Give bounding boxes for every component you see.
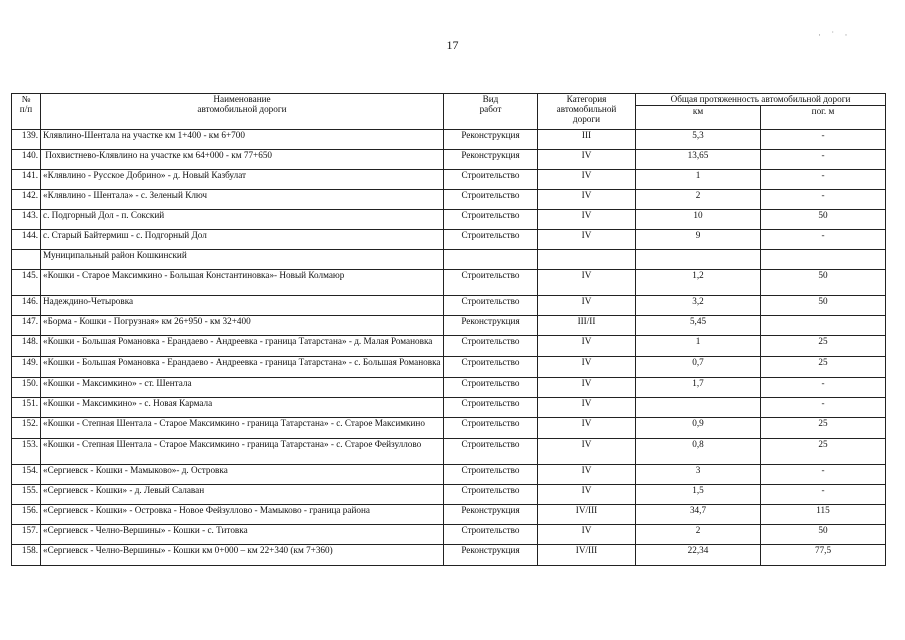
row-number: 147.: [12, 316, 41, 336]
road-name: «Сергиевск - Кошки» - Островка - Новое Фейзуллово - Мамыково - граница района: [41, 505, 444, 525]
length-m: [761, 250, 886, 270]
length-km: 1,7: [636, 378, 761, 398]
work-type: Строительство: [444, 485, 538, 505]
work-type: Реконструкция: [444, 505, 538, 525]
road-category: IV: [538, 150, 636, 170]
length-m: -: [761, 465, 886, 485]
row-number: 144.: [12, 230, 41, 250]
length-km: 34,7: [636, 505, 761, 525]
road-name: с. Старый Байтермиш - с. Подгорный Дол: [41, 230, 444, 250]
row-number: 154.: [12, 465, 41, 485]
road-category: IV: [538, 210, 636, 230]
table-row: [12, 357, 886, 378]
page-number: 17: [446, 38, 459, 52]
table-row: [12, 150, 886, 170]
length-km: 1: [636, 170, 761, 190]
road-name: «Борма - Кошки - Погрузная» км 26+950 - км 32+400: [41, 316, 444, 336]
length-m: [761, 316, 886, 336]
row-number: 140.: [12, 150, 41, 170]
road-name: «Сергиевск - Челно-Вершины» - Кошки км 0+000 – км 22+340 (км 7+360): [41, 545, 444, 566]
header-length: Общая протяженность автомобильной дороги: [636, 94, 886, 106]
row-number: 149.: [12, 357, 41, 378]
table-row: [12, 378, 886, 398]
length-km: [636, 398, 761, 418]
row-number: 142.: [12, 190, 41, 210]
header-km: км: [636, 106, 761, 130]
length-m: 25: [761, 336, 886, 357]
road-category: IV: [538, 270, 636, 296]
length-km: 13,65: [636, 150, 761, 170]
row-number: 139.: [12, 130, 41, 150]
header-num: № п/п: [12, 94, 41, 130]
work-type: Реконструкция: [444, 130, 538, 150]
work-type: Реконструкция: [444, 545, 538, 566]
table-row: [12, 485, 886, 505]
length-km: [636, 250, 761, 270]
table-row: [12, 398, 886, 418]
scan-specks: · ˙ ·: [818, 30, 852, 40]
length-m: -: [761, 485, 886, 505]
table-row: [12, 505, 886, 525]
road-category: IV: [538, 357, 636, 378]
length-m: 50: [761, 270, 886, 296]
road-name: «Кошки - Большая Романовка - Ерандаево - Андреевка - граница Татарстана» - с. Большая Романовка: [41, 357, 444, 378]
length-m: 50: [761, 210, 886, 230]
length-km: 0,9: [636, 418, 761, 439]
road-name: «Кошки - Степная Шентала - Старое Максимкино - граница Татарстана» - с. Старое Фейзуллово: [41, 439, 444, 465]
length-km: 1,5: [636, 485, 761, 505]
road-name: Клявлино-Шентала на участке км 1+400 - км 6+700: [41, 130, 444, 150]
table-row: [12, 336, 886, 357]
row-number: 151.: [12, 398, 41, 418]
row-number: 156.: [12, 505, 41, 525]
road-name: Надеждино-Четыровка: [41, 296, 444, 316]
length-km: 2: [636, 525, 761, 545]
work-type: Реконструкция: [444, 316, 538, 336]
work-type: Строительство: [444, 230, 538, 250]
work-type: Строительство: [444, 525, 538, 545]
row-number: 141.: [12, 170, 41, 190]
road-category: IV: [538, 398, 636, 418]
row-number: 158.: [12, 545, 41, 566]
header-category: Категория автомобильной дороги: [538, 94, 636, 130]
length-m: -: [761, 150, 886, 170]
road-name: «Сергиевск - Челно-Вершины» - Кошки - с. Титовка: [41, 525, 444, 545]
section-row: [12, 250, 886, 270]
length-km: 9: [636, 230, 761, 250]
table-row: [12, 439, 886, 465]
row-number: 143.: [12, 210, 41, 230]
row-number: 145.: [12, 270, 41, 296]
road-category: IV: [538, 230, 636, 250]
table-header-row: [12, 94, 886, 106]
roads-table: [11, 93, 886, 566]
table-row: [12, 316, 886, 336]
length-m: -: [761, 170, 886, 190]
table-row: [12, 418, 886, 439]
road-category: IV/III: [538, 505, 636, 525]
row-number: [12, 250, 41, 270]
road-name: «Кошки - Старое Максимкино - Большая Константиновка»- Новый Колмаюр: [41, 270, 444, 296]
length-m: 25: [761, 357, 886, 378]
length-m: -: [761, 398, 886, 418]
road-category: [538, 250, 636, 270]
work-type: Реконструкция: [444, 150, 538, 170]
table-row: [12, 525, 886, 545]
road-name: с. Подгорный Дол - п. Сокский: [41, 210, 444, 230]
road-category: IV: [538, 190, 636, 210]
length-km: 2: [636, 190, 761, 210]
work-type: Строительство: [444, 398, 538, 418]
length-m: 77,5: [761, 545, 886, 566]
length-km: 10: [636, 210, 761, 230]
length-km: 3: [636, 465, 761, 485]
length-km: 5,3: [636, 130, 761, 150]
work-type: Строительство: [444, 465, 538, 485]
table-row: [12, 270, 886, 296]
length-m: 50: [761, 296, 886, 316]
table-row: [12, 170, 886, 190]
road-name: «Клявлино - Русское Добрино» - д. Новый Казбулат: [41, 170, 444, 190]
length-m: 25: [761, 418, 886, 439]
length-m: -: [761, 378, 886, 398]
table-row: [12, 465, 886, 485]
length-km: 5,45: [636, 316, 761, 336]
work-type: Строительство: [444, 270, 538, 296]
length-m: -: [761, 230, 886, 250]
table-row: [12, 210, 886, 230]
row-number: 155.: [12, 485, 41, 505]
table-row: [12, 296, 886, 316]
road-category: III/II: [538, 316, 636, 336]
road-category: IV: [538, 418, 636, 439]
road-category: IV: [538, 336, 636, 357]
road-category: IV: [538, 465, 636, 485]
row-number: 152.: [12, 418, 41, 439]
road-name: «Кошки - Большая Романовка - Ерандаево - Андреевка - граница Татарстана» - д. Малая Романовка: [41, 336, 444, 357]
work-type: Строительство: [444, 170, 538, 190]
road-name: «Кошки - Степная Шентала - Старое Максимкино - граница Татарстана» - с. Старое Максимкино: [41, 418, 444, 439]
road-category: III: [538, 130, 636, 150]
table-row: [12, 190, 886, 210]
road-name: Похвистнево-Клявлино на участке км 64+000 - км 77+650: [41, 150, 444, 170]
work-type: Строительство: [444, 418, 538, 439]
road-name: «Кошки - Максимкино» - ст. Шентала: [41, 378, 444, 398]
road-category: IV/III: [538, 545, 636, 566]
length-m: -: [761, 130, 886, 150]
length-m: 115: [761, 505, 886, 525]
row-number: 153.: [12, 439, 41, 465]
length-km: 22,34: [636, 545, 761, 566]
table-row: [12, 230, 886, 250]
work-type: Строительство: [444, 378, 538, 398]
work-type: Строительство: [444, 336, 538, 357]
row-number: 146.: [12, 296, 41, 316]
length-km: 0,7: [636, 357, 761, 378]
row-number: 150.: [12, 378, 41, 398]
road-category: IV: [538, 170, 636, 190]
length-km: 0,8: [636, 439, 761, 465]
work-type: [444, 250, 538, 270]
road-name: «Клявлино - Шентала» - с. Зеленый Ключ: [41, 190, 444, 210]
row-number: 157.: [12, 525, 41, 545]
road-name: «Кошки - Максимкино» - с. Новая Кармала: [41, 398, 444, 418]
row-number: 148.: [12, 336, 41, 357]
length-m: 50: [761, 525, 886, 545]
work-type: Строительство: [444, 357, 538, 378]
length-m: -: [761, 190, 886, 210]
work-type: Строительство: [444, 190, 538, 210]
road-category: IV: [538, 439, 636, 465]
road-category: IV: [538, 525, 636, 545]
work-type: Строительство: [444, 439, 538, 465]
road-name: «Сергиевск - Кошки - Мамыково»- д. Островка: [41, 465, 444, 485]
length-km: 1,2: [636, 270, 761, 296]
length-m: 25: [761, 439, 886, 465]
road-category: IV: [538, 296, 636, 316]
header-name: Наименование автомобильной дороги: [41, 94, 444, 130]
header-m: пог. м: [761, 106, 886, 130]
length-km: 3,2: [636, 296, 761, 316]
work-type: Строительство: [444, 210, 538, 230]
header-work: Вид работ: [444, 94, 538, 130]
road-category: IV: [538, 485, 636, 505]
table-row: [12, 545, 886, 566]
table-row: [12, 130, 886, 150]
section-title: Муниципальный район Кошкинский: [41, 250, 444, 270]
road-category: IV: [538, 378, 636, 398]
work-type: Строительство: [444, 296, 538, 316]
road-name: «Сергиевск - Кошки» - д. Левый Салаван: [41, 485, 444, 505]
length-km: 1: [636, 336, 761, 357]
